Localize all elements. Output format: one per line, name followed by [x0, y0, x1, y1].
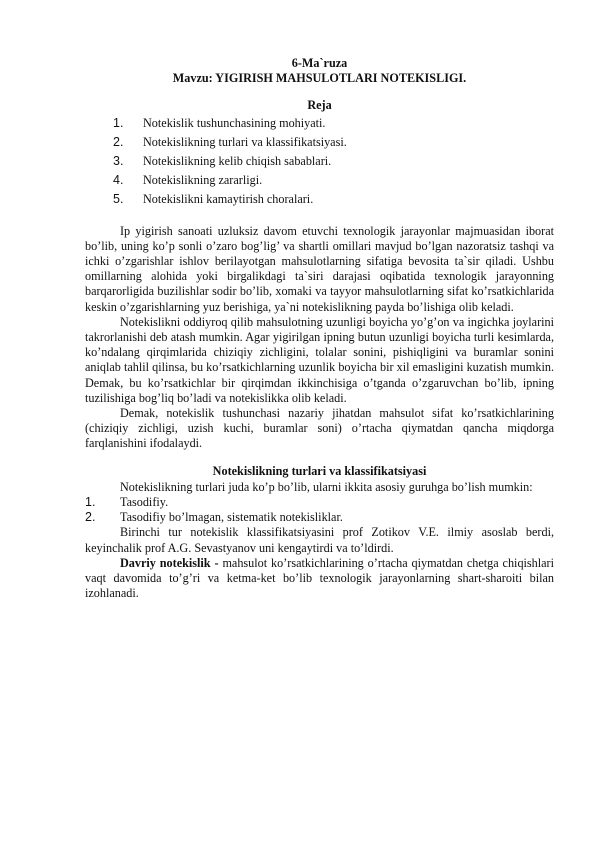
types-list	[85, 495, 554, 525]
plan-item	[85, 135, 554, 150]
body-paragraph: Demak, notekislik tushunchasi nazariy jihatdan mahsulot sifat ko’rsatkichlarining (chiziqiy zichligi, uzish kuchi, buramlar soni) o’rtacha qiymatdan qancha miqdorga farqlanishini ifodalaydi.	[85, 406, 554, 451]
type-item-text: Tasodifiy bo’lmagan, sistematik notekisliklar.	[120, 510, 343, 525]
type-item	[85, 510, 554, 525]
plan-item-number: 5.	[113, 192, 124, 207]
plan-item-text: Notekislik tushunchasining mohiyati.	[143, 115, 326, 130]
type-item-number: 1.	[85, 495, 96, 510]
periodic-definition: mahsulot ko’rsatkichlarining o’rtacha qiymatdan chetga chiqishlari vaqt davomida to’g’ri va ketma-ket bo’lib texnologik jarayonlarning shart-sharoiti bilan izohlanadi.	[85, 555, 555, 601]
section-intro: Notekislikning turlari juda ko’p bo’lib, ularni ikkita asosiy guruhga bo’lish mumkin:	[120, 479, 533, 494]
type-item-text: Tasodifiy.	[120, 495, 169, 510]
plan-item-text: Notekislikning zararligi.	[143, 173, 263, 188]
plan-item-text: Notekislikni kamaytirish choralari.	[143, 192, 314, 207]
plan-item	[85, 173, 554, 188]
lecture-subject: Mavzu: YIGIRISH MAHSULOTLARI NOTEKISLIGI.	[172, 71, 467, 86]
type-item-number: 2.	[85, 510, 96, 525]
plan-item-number: 3.	[113, 154, 124, 169]
body-paragraph: Notekislikni oddiyroq qilib mahsulotning uzunligi boyicha yo’g’on va ingichka joylarini takrorlanishi deb atash mumkin. Agar yigirilgan ipning butun uzunligi boyicha turli kesimlarda, ko’ndalang qirqimlarida chiziqiy zichligini, tolalar sonini, pishiqligini va buramlar sonini aniqlab tahlil qilinsa, bu ko’rsatkichlarning uzunlik boyicha bir xil emasligini kuzatish mumkin. Demak, bu ko’rsatkichlar bir qirqimdan ikkinchisiga o’tganda o’zgaruvchan bo’lib, ipning tuzilishiga bog’liq bo’ladi va notekislikka olib keladi.	[85, 314, 554, 405]
plan-title: Reja	[307, 98, 332, 113]
periodic-paragraph	[85, 556, 554, 602]
plan-item	[85, 154, 554, 169]
plan-item-number: 1.	[113, 115, 124, 130]
plan-item-text: Notekislikning turlari va klassifikatsiyasi.	[143, 134, 347, 149]
plan-item-number: 4.	[113, 173, 124, 188]
plan-item	[85, 192, 554, 207]
document-page	[85, 56, 554, 602]
plan-item-text: Notekislikning kelib chiqish sabablari.	[143, 154, 332, 169]
plan-item-number: 2.	[113, 134, 124, 149]
section-title: Notekislikning turlari va klassifikatsiyasi	[212, 463, 427, 478]
periodic-term: Davriy notekislik -	[120, 555, 219, 570]
body-paragraph: Ip yigirish sanoati uzluksiz davom etuvchi texnologik jarayonlar majmuasidan iborat bo’lib, uning ko’p sonli o’zaro bog’lig’ va shartli omillari mavjud bo’lgan nazoratsiz tashqi va ichki o’zgarishlar ishlov berilayotgan mahsulotlarning sifatiga bevosita ta`sir qiladi. Ushbu omillarning alohida yoki birgalikdagi ta`siri darajasi oqibatida texnologik jarayonning barqarorligida buzilishlar sodir bo’lib, xomaki va tayyor mahsulotlarning sifat ko’rsatkichlarida keskin o’zgarishlarning yuz berishiga, ya`ni notekislikning payda bo’lishiga olib keladi.	[85, 223, 554, 314]
spacer	[85, 212, 554, 224]
plan-list	[85, 116, 554, 208]
lecture-number: 6-Ma`ruza	[291, 56, 348, 70]
plan-item	[85, 116, 554, 131]
classification-paragraph: Birinchi tur notekislik klassifikatsiyasini prof Zotikov V.E. ilmiy asoslab berdi, keyinchalik prof A.G. Sevastyanov uni kengaytirdi va to’ldirdi.	[85, 525, 554, 555]
type-item	[85, 495, 554, 510]
